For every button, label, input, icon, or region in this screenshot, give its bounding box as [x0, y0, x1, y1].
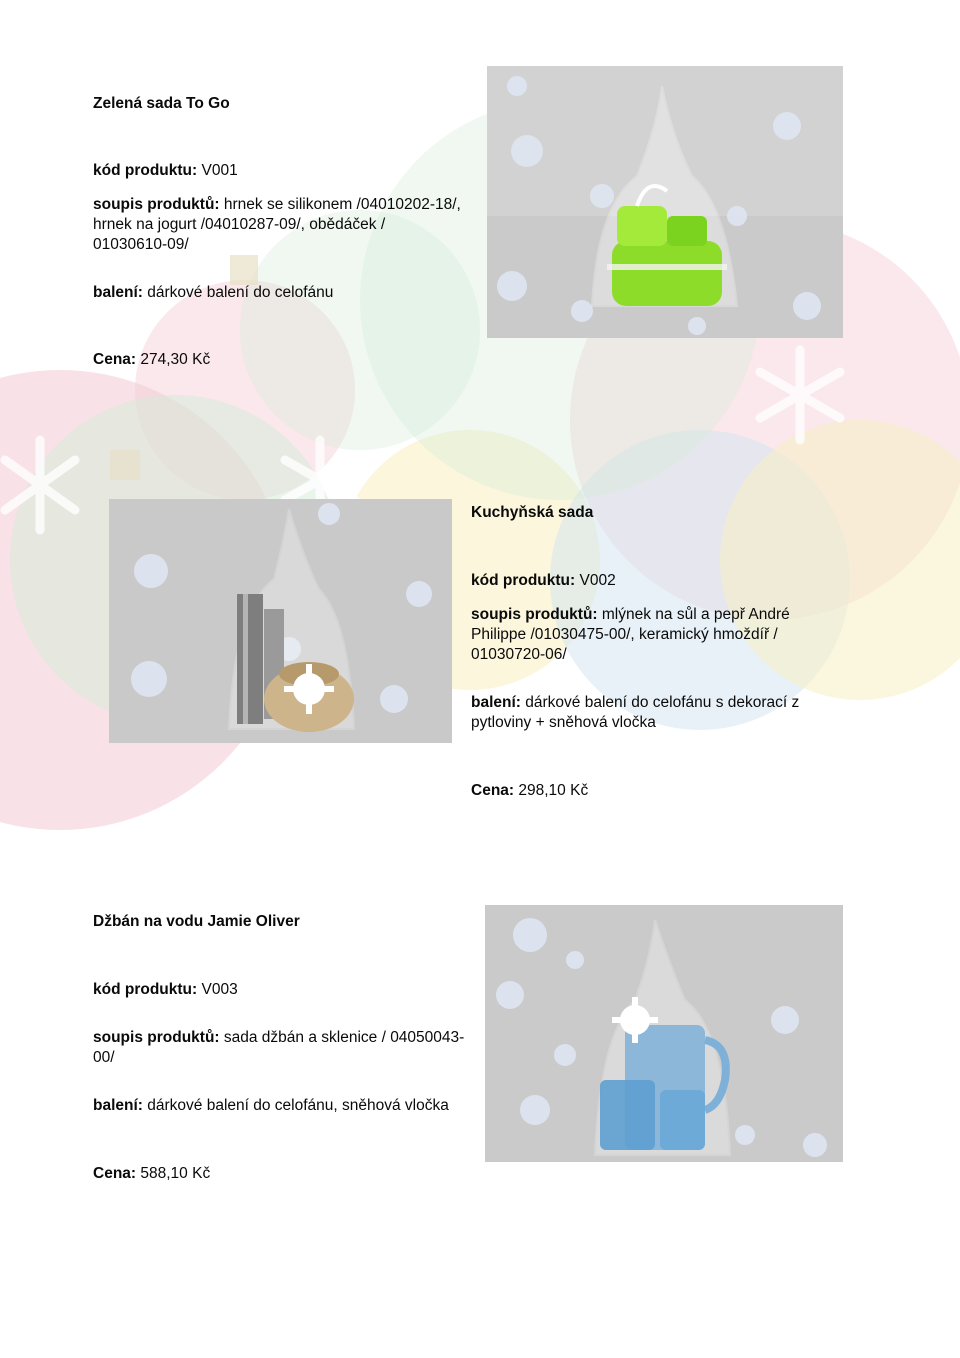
product-block-v001: [93, 94, 463, 370]
product-packaging-line: [471, 693, 821, 733]
product-block-v003: [93, 912, 473, 1184]
product-contents-line: [471, 605, 821, 665]
packaging-label: balení:: [471, 694, 521, 711]
product-packaging: dárkové balení do celofánu, sněhová vločka: [147, 1097, 449, 1114]
contents-label: soupis produktů:: [93, 1029, 220, 1046]
product-packaging: dárkové balení do celofánu s dekorací z pytloviny + sněhová vločka: [471, 694, 800, 731]
product-code: V002: [579, 572, 616, 589]
code-label: kód produktu:: [93, 162, 198, 179]
product-contents-line: [93, 1028, 473, 1068]
product-price-line: [93, 350, 463, 370]
packaging-label: balení:: [93, 284, 143, 301]
product-photo-v002: [109, 499, 452, 743]
price-label: Cena:: [93, 351, 137, 368]
product-price-line: [93, 1164, 473, 1184]
price-label: Cena:: [471, 782, 515, 799]
product-block-v002: [471, 503, 821, 801]
product-contents: mlýnek na sůl a pepř André Philippe /01030475-00/, keramický hmoždíř / 01030720-06/: [471, 606, 790, 663]
product-contents-line: [93, 195, 463, 255]
product-price: 274,30 Kč: [140, 351, 211, 368]
packaging-label: balení:: [93, 1097, 143, 1114]
product-price-line: [471, 781, 821, 801]
product-contents: hrnek se silikonem /04010202-18/, hrnek na jogurt /04010287-09/, obědáček / 01030610-09/: [93, 196, 461, 253]
product-code-line: [93, 161, 463, 181]
product-contents: sada džbán a sklenice / 04050043-00/: [93, 1029, 465, 1066]
product-code-line: [93, 980, 473, 1000]
product-code: V003: [201, 981, 238, 998]
product-photo-v003: [485, 905, 843, 1162]
product-photo-v001: [487, 66, 843, 338]
product-title: Džbán na vodu Jamie Oliver: [93, 913, 300, 930]
product-price: 298,10 Kč: [518, 782, 589, 799]
product-title: Kuchyňská sada: [471, 504, 594, 521]
product-packaging: dárkové balení do celofánu: [147, 284, 334, 301]
product-packaging-line: [93, 283, 463, 303]
product-packaging-line: [93, 1096, 473, 1116]
price-label: Cena:: [93, 1165, 137, 1182]
product-price: 588,10 Kč: [140, 1165, 211, 1182]
code-label: kód produktu:: [93, 981, 198, 998]
contents-label: soupis produktů:: [471, 606, 598, 623]
code-label: kód produktu:: [471, 572, 576, 589]
contents-label: soupis produktů:: [93, 196, 220, 213]
product-code: V001: [201, 162, 238, 179]
product-code-line: [471, 571, 821, 591]
product-title: Zelená sada To Go: [93, 95, 230, 112]
